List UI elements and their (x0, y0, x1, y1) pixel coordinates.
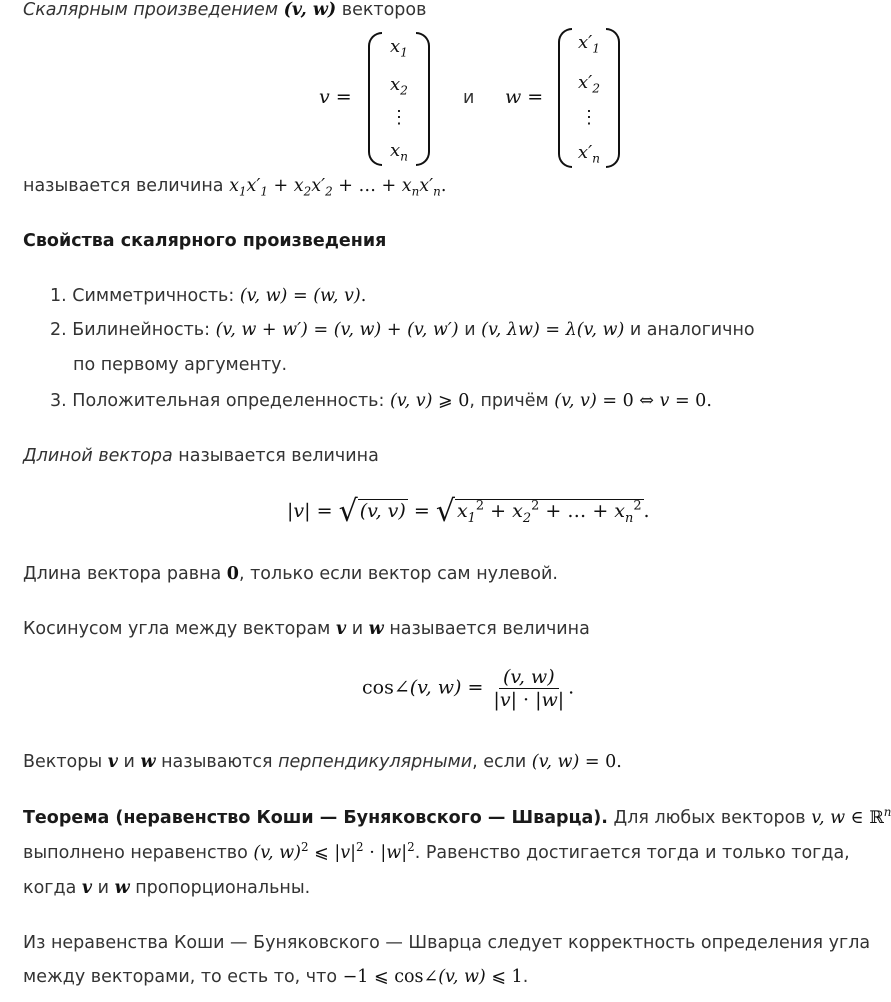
sqrt-2: √ $x_1^2 + x_2^2$ + … + $x_n^2$ (435, 494, 642, 529)
theorem-title: Теорема (неравенство Коши — Буняковского — Шварца). (23, 808, 608, 828)
theorem-w: w (114, 878, 130, 898)
called-formula: $x_1x'_1 + x_2x'_2$ + … + $x_nx'_n$. (229, 176, 447, 199)
theorem-line-2 (23, 840, 850, 863)
zero-post: , только если вектор сам нулевой. (238, 564, 558, 584)
intro-term: Скалярным произведением (23, 0, 279, 20)
cosine-denominator: |v| · |w| (493, 689, 565, 711)
w-entry-n: $x'_n$ (577, 142, 601, 166)
theorem-l2-formula: (v, w)$^2$ ⩽ $|v|^2 \cdot |w|^2$ (253, 840, 415, 863)
cosine-line (23, 619, 590, 639)
w-entry-dots: ⋮ (580, 107, 598, 128)
length-rest: называется величина (178, 446, 379, 466)
theorem-v: v (81, 878, 93, 898)
property-item-3 (50, 391, 712, 411)
called-line (23, 176, 447, 199)
v-matrix (368, 32, 430, 166)
conclusion-formula: −1 ⩽ cos∠(v, w) ⩽ 1 (342, 967, 523, 987)
theorem-l1-formula: v, w ∈ ℝ$^n$ (811, 805, 891, 828)
perp-v: v (107, 752, 118, 772)
theorem-and: и (97, 878, 109, 898)
item-2-formula-1: (v, w + w′) = (v, w) + (v, w′) (215, 320, 459, 340)
cosine-v: v (335, 619, 347, 639)
item-3-mid: , причём (469, 391, 549, 411)
item-3-label: Положительная определенность: (72, 391, 385, 411)
item-1-number: 1. (50, 286, 67, 306)
theorem-l1-text: Для любых векторов (613, 808, 806, 828)
perp-w: w (140, 752, 156, 772)
perp-and: и (123, 752, 135, 772)
zero-pre: Длина вектора равна (23, 564, 222, 584)
vectors-and: и (463, 88, 475, 108)
conclusion-line-2 (23, 967, 528, 987)
w-entry-1: $x'_1$ (577, 32, 601, 56)
cosine-pre: Косинусом угла между векторам (23, 619, 331, 639)
item-3-number: 3. (50, 391, 67, 411)
w-label: w = (505, 86, 544, 108)
length-term: Длиной вектора (23, 446, 173, 466)
called-text: называется величина (23, 176, 224, 196)
property-item-2-cont: по первому аргументу. (73, 355, 288, 375)
v-label: v = (319, 86, 352, 108)
length-line (23, 446, 379, 466)
intro-line (23, 0, 426, 20)
perp-post: , если (472, 752, 527, 772)
w-matrix (558, 28, 620, 168)
theorem-l2-post: . Равенство достигается тогда и только тогда, (414, 843, 850, 863)
sqrt-1: √ (v, v) (338, 494, 406, 529)
perp-line (23, 752, 622, 772)
cosine-numerator: (v, w) (499, 666, 559, 689)
properties-heading-text: Свойства скалярного произведения (23, 231, 387, 251)
item-2-tail: и аналогично (629, 320, 755, 340)
cosine-formula: cos∠(v, w) = $\frac{(v, w)}{|v| \cdot |w|}$ . (362, 666, 575, 711)
cosine-and: и (351, 619, 364, 639)
properties-heading (23, 231, 386, 251)
v-entry-dots: ⋮ (390, 107, 408, 128)
intro-rest: векторов (341, 0, 427, 20)
zero-line (23, 564, 558, 584)
item-2-number: 2. (50, 320, 67, 340)
theorem-line-1 (23, 805, 891, 828)
item-2-and: и (464, 320, 476, 340)
item-2-label: Билинейность: (72, 320, 210, 340)
perp-term: перпендикулярными (278, 752, 473, 772)
conclusion-l2-pre: между векторами, то есть то, что (23, 967, 338, 987)
item-2-formula-2: (v, λw) = λ(v, w) (481, 320, 625, 340)
perp-mid: называются (161, 752, 273, 772)
property-item-1 (50, 286, 366, 306)
v-entry-2: $x_2$ (390, 74, 408, 98)
cosine-fraction (489, 666, 568, 711)
item-3-formula-2: (v, v) = 0 ⇔ v = 0. (554, 391, 712, 411)
theorem-l2-pre: выполнено неравенство (23, 843, 248, 863)
theorem-l3-pre: когда (23, 878, 77, 898)
theorem-l3-post: пропорциональны. (135, 878, 311, 898)
v-entry-1: $x_1$ (390, 36, 408, 60)
theorem-line-3 (23, 878, 310, 898)
item-1-formula: (v, w) = (w, v). (239, 286, 367, 306)
perp-pre: Векторы (23, 752, 103, 772)
item-1-label: Симметричность: (72, 286, 235, 306)
property-item-2 (50, 320, 755, 340)
zero-value: 0 (226, 564, 239, 584)
intro-pair: (v, w) (283, 0, 337, 20)
cosine-w: w (368, 619, 384, 639)
v-entry-n: $x_n$ (389, 140, 409, 164)
conclusion-line-1: Из неравенства Коши — Буняковского — Шварца следует корректность определения угла (23, 933, 871, 953)
cosine-post: называется величина (389, 619, 590, 639)
conclusion-end: . (522, 967, 529, 987)
length-formula: |v| = √ (v, v) = √ $x_1^2 + x_2^2$ + … + $x_n^2$ . (287, 494, 650, 529)
item-3-formula-1: (v, v) ⩾ 0 (389, 391, 470, 411)
w-entry-2: $x'_2$ (577, 72, 601, 96)
perp-formula: (v, w) = 0. (531, 752, 622, 772)
